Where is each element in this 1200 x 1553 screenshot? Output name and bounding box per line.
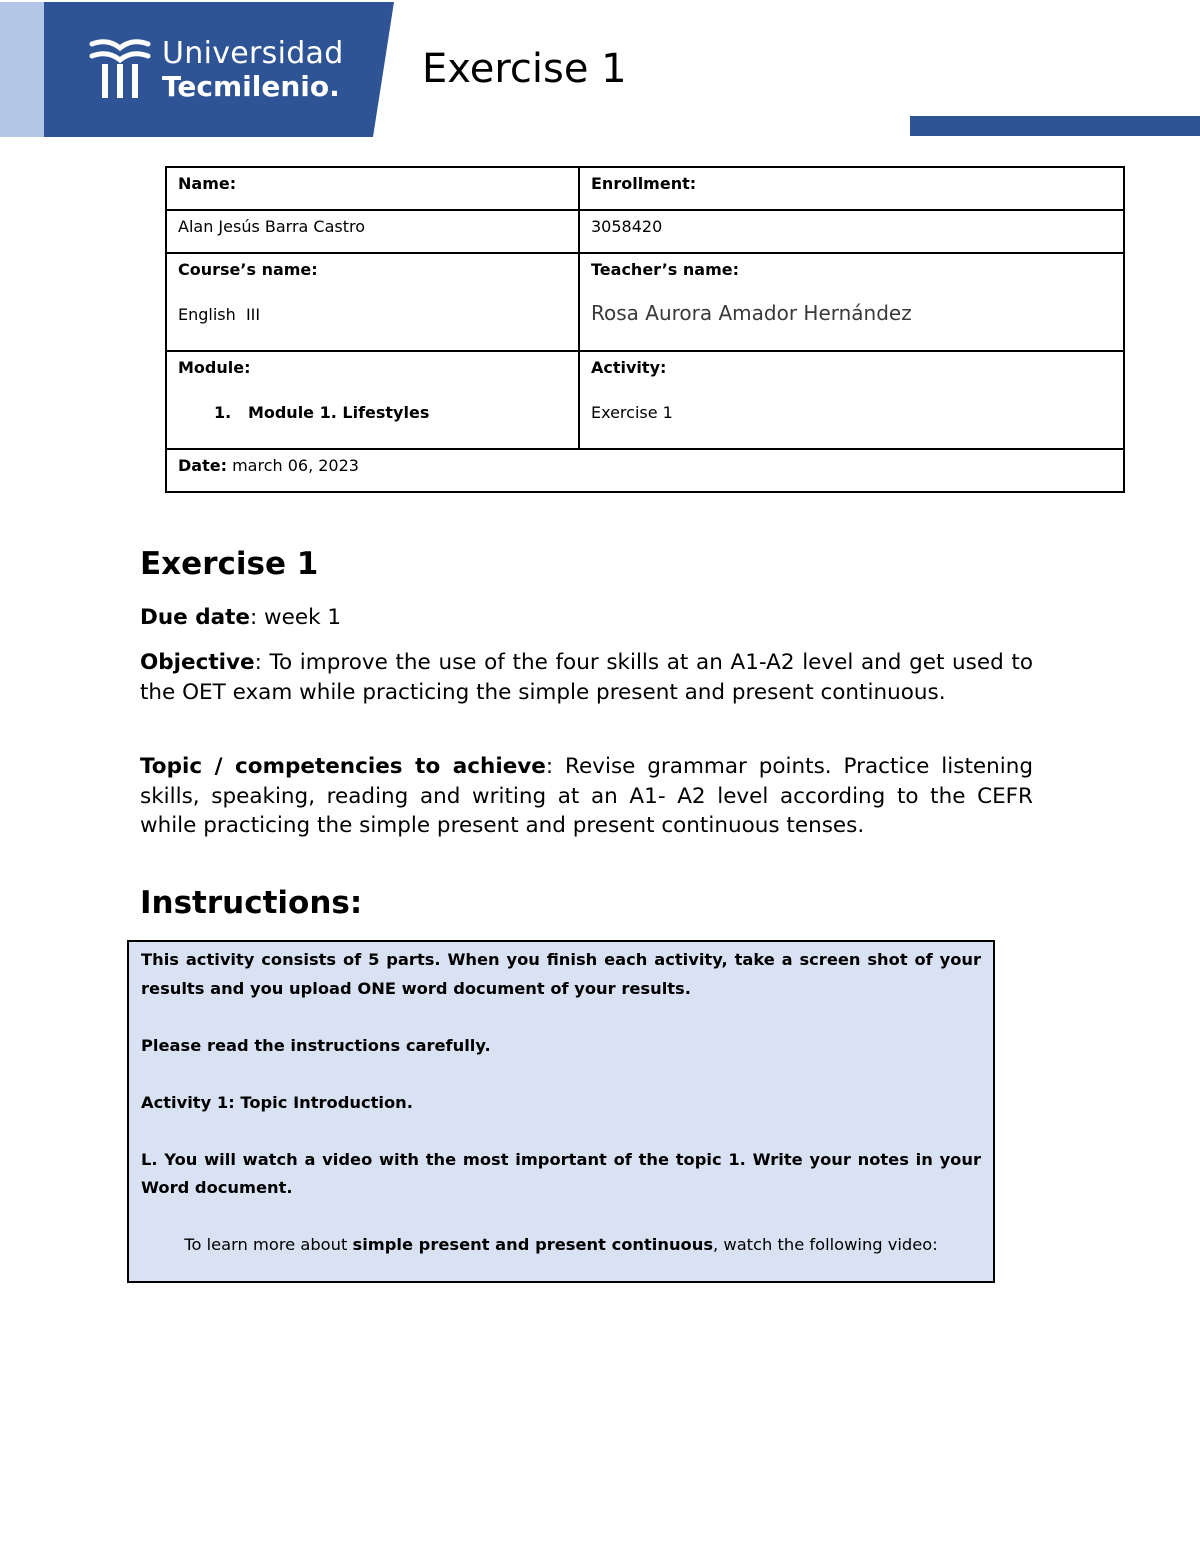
table-row (166, 449, 1124, 492)
instructions-paragraph-2: Please read the instructions carefully. (141, 1035, 491, 1055)
topic-text: : Revise grammar points. Practice listening skills, speaking, reading and writing at an A1- A2 level according to the CEFR while practicing the simple present and present continuous tenses. (140, 754, 1033, 838)
spacer (141, 1003, 981, 1032)
date-value: march 06, 2023 (232, 456, 359, 475)
due-date-paragraph (140, 603, 1033, 633)
module-label: Module: (178, 358, 251, 377)
name-label: Name: (178, 174, 237, 193)
spacer (141, 1117, 981, 1146)
date-cell (166, 449, 1124, 492)
activity-value: Exercise 1 (591, 403, 673, 422)
video-text-pre: To learn more about (184, 1235, 353, 1254)
activity-label: Activity: (591, 358, 667, 377)
table-row (166, 253, 1124, 351)
table-row (166, 210, 1124, 253)
logo-text-tecmilenio: Tecmilenio. (162, 70, 340, 103)
course-cell (166, 253, 579, 351)
spacer (141, 1060, 981, 1089)
name-value-cell (166, 210, 579, 253)
name-label-cell (166, 167, 579, 210)
header-accent-bar (910, 116, 1200, 136)
objective-text: : To improve the use of the four skills at an A1-A2 level and get used to the OET exam while practicing the simple present and present continuous. (140, 650, 1033, 705)
topic-label: Topic / competencies to achieve (140, 754, 546, 779)
module-value (178, 403, 567, 422)
due-date-value: : week 1 (249, 605, 342, 630)
university-logo (88, 30, 344, 105)
video-text-bold: simple present and present continuous (352, 1235, 714, 1254)
enrollment-value-cell (579, 210, 1124, 253)
enrollment-label: Enrollment: (591, 174, 697, 193)
course-label: Course’s name: (178, 260, 318, 279)
video-text-post: , watch the following video: (713, 1235, 938, 1254)
course-value: English III (178, 305, 261, 324)
enrollment-value: 3058420 (591, 217, 663, 236)
objective-paragraph (140, 648, 1033, 707)
topic-paragraph (140, 752, 1033, 841)
teacher-cell (579, 253, 1124, 351)
module-cell (166, 351, 579, 449)
spacer (141, 1203, 981, 1232)
instructions-paragraph-3: Activity 1: Topic Introduction. (141, 1092, 413, 1112)
date-label: Date: (178, 456, 227, 475)
instructions-paragraph-5 (141, 1231, 981, 1260)
due-date-label: Due date (140, 605, 250, 630)
teacher-value: Rosa Aurora Amador Hernández (591, 301, 912, 325)
teacher-label: Teacher’s name: (591, 260, 740, 279)
page-title: Exercise 1 (422, 46, 627, 92)
logo-text-universidad: Universidad (162, 36, 344, 71)
module-text: Module 1. Lifestyles (247, 403, 430, 422)
enrollment-label-cell (579, 167, 1124, 210)
student-info-table (165, 166, 1125, 493)
module-number: 1. (214, 403, 232, 422)
table-row (166, 167, 1124, 210)
instructions-paragraph-4: L. You will watch a video with the most important of the topic 1. Write your notes in your Word document. (141, 1149, 981, 1197)
table-row (166, 351, 1124, 449)
activity-cell (579, 351, 1124, 449)
tecmilenio-logo-icon (88, 34, 152, 100)
instructions-box (127, 940, 995, 1283)
name-value: Alan Jesús Barra Castro (178, 217, 366, 236)
instructions-paragraph-1: This activity consists of 5 parts. When you finish each activity, take a screen shot of your results and you upload ONE word document of your results. (141, 950, 981, 998)
exercise-heading: Exercise 1 (140, 546, 319, 582)
objective-label: Objective (140, 650, 255, 675)
instructions-heading: Instructions: (140, 885, 363, 921)
